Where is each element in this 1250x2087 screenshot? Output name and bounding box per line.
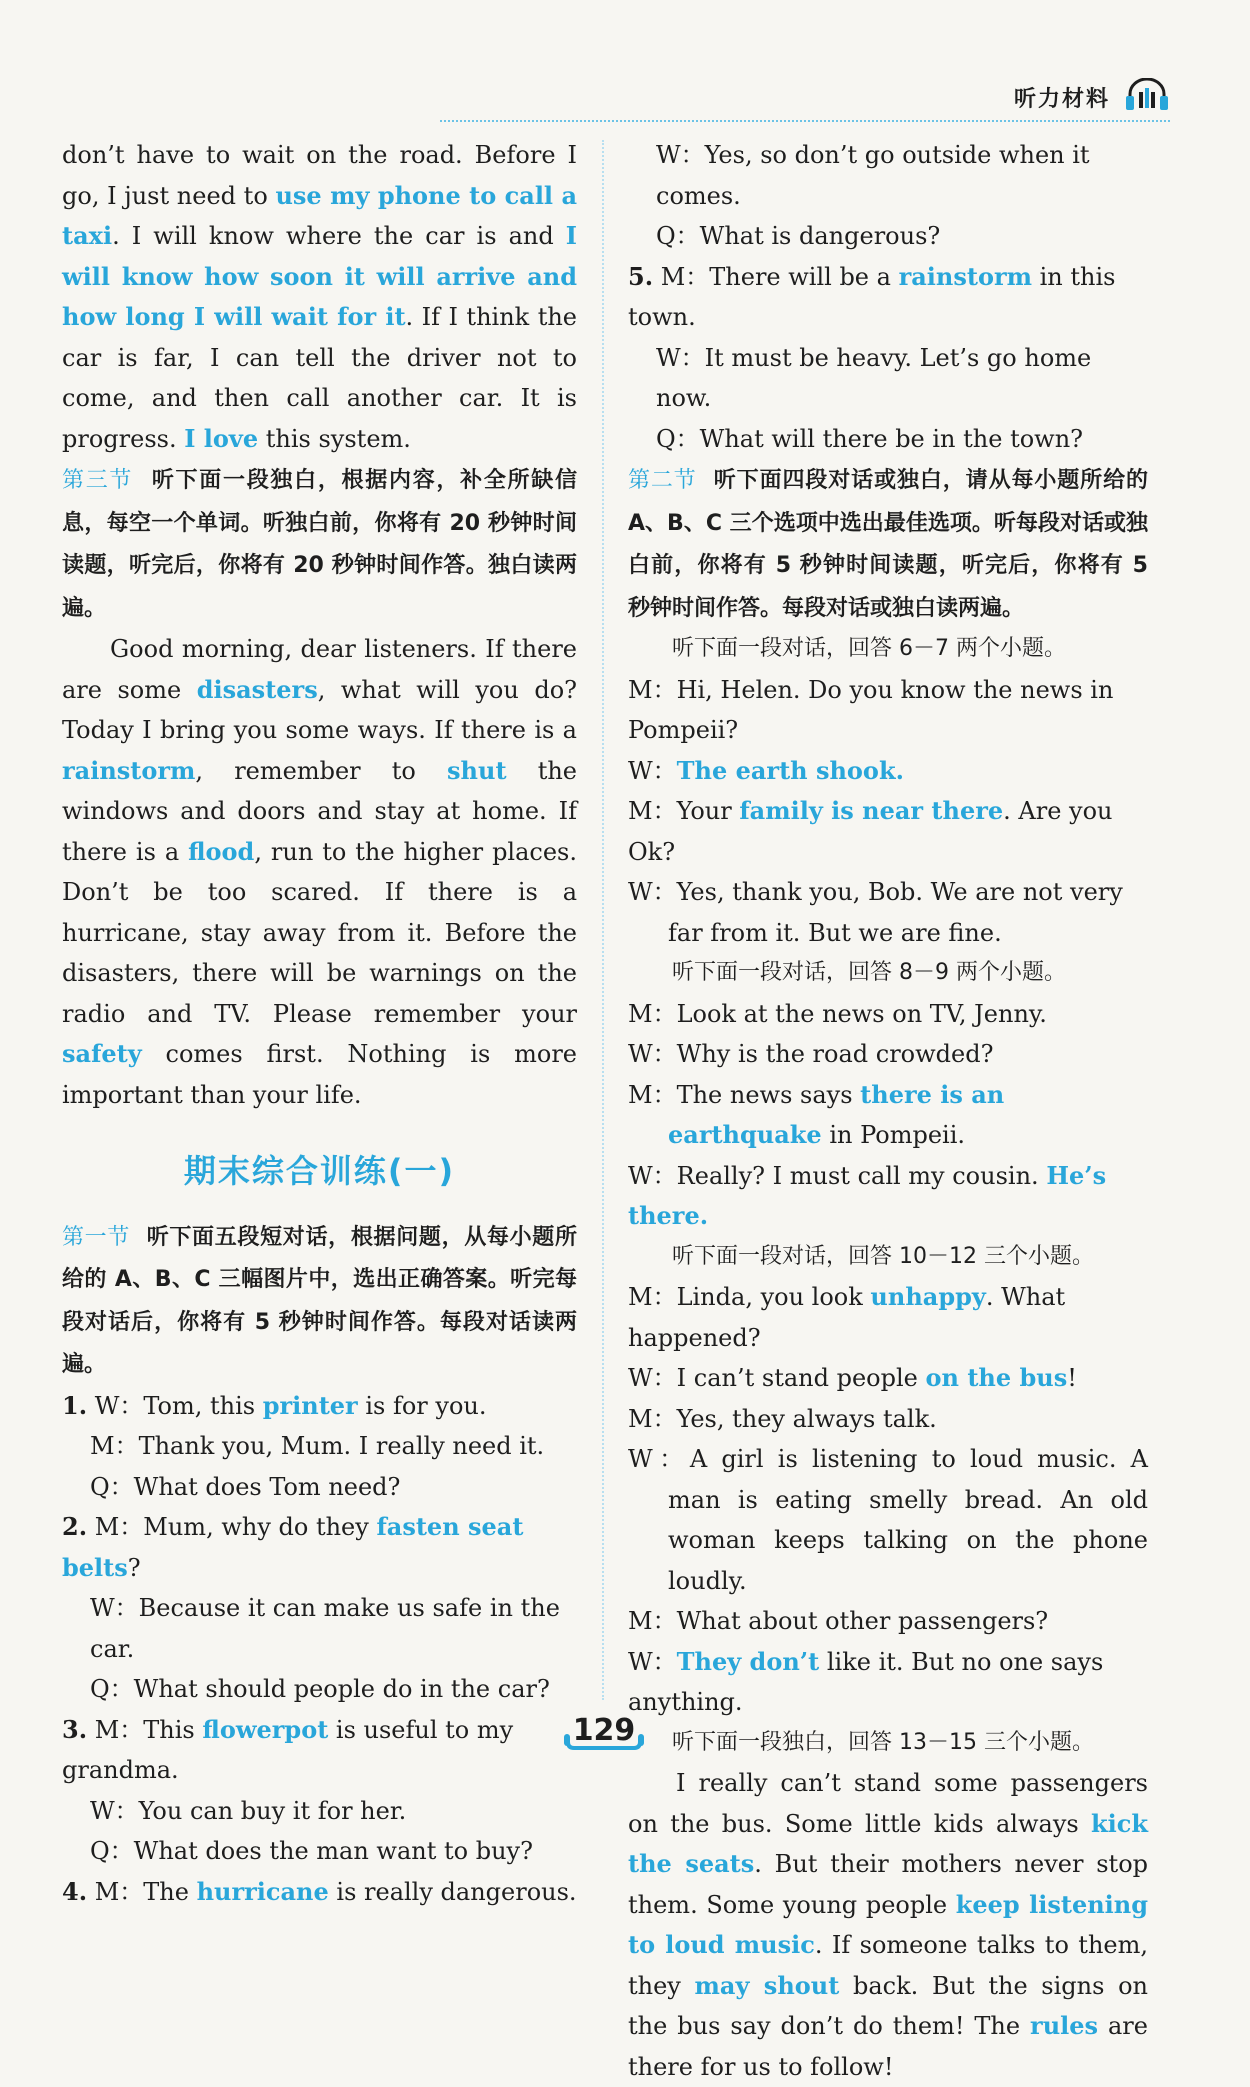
question-2: 2. M：Mum, why do they fasten seat belts? W：Because it can make us safe in the car. Q：What should people do in the car? xyxy=(62,1512,560,1703)
exercise-title: 期末综合训练(一) xyxy=(183,1152,456,1190)
section-2-instructions: 第二节 听下面四段对话或独白，请从每小题所给的 A、B、C 三个选项中选出最佳选项。听每段对话或独白前，你将有 5 秒钟时间读题，听完后，你将有 5 秒钟时间作答。每段对话或独白读两遍。 xyxy=(628,468,1148,621)
question-3: 3. M：This flowerpot is useful to my grandma. W：You can buy it for her. Q：What does the man want to buy? xyxy=(62,1714,533,1865)
section-3-instructions: 第三节 听下面一段独白，根据内容，补全所缺信息，每空一个单词。听独白前，你将有 20 秒钟时间读题，听完后，你将有 20 秒钟时间作答。独白读两遍。 xyxy=(62,468,577,621)
header-title: 听力材料 xyxy=(1013,86,1110,112)
monologue-continuation: don’t have to wait on the road. Before I go, I just need to use my phone to call a taxi. I will know where the car is and I will know how soon it will arrive and how long I will wait for it. If I think the car is far, I can tell the driver not to come, and then call another car. It is progress. I love this system. xyxy=(62,141,577,453)
section-1-instructions: 第一节 听下面五段短对话，根据问题，从每小题所给的 A、B、C 三幅图片中，选出正确答案。听完每段对话后，你将有 5 秒钟时间作答。每段对话读两遍。 xyxy=(62,1224,577,1377)
header-rule xyxy=(440,120,1170,122)
section-label: 第二节 xyxy=(628,468,697,493)
page-number xyxy=(560,1708,648,1752)
instruction-10-12: 听下面一段对话，回答 10－12 三个小题。 xyxy=(672,1243,1094,1269)
monologue-13-15: I really can’t stand some passengers on the bus. Some little kids always kick the seats. But their mothers never stop them. Some young people keep listening to loud music. If someone talks to them, they may shout back. But the signs on the bus say don’t do them! The rules are there for us to follow! xyxy=(628,1769,1149,2081)
question-1: 1. W：Tom, this printer is for you. M：Thank you, Mum. I really need it. Q：What does Tom need? xyxy=(62,1390,545,1501)
dialogue-6-7: M：Hi, Helen. Do you know the news in Pompeii? W：The earth shook. M：Your family is near there. Are you Ok? W：Yes, thank you, Bob. We are not very far from it. But we are fine. xyxy=(628,675,1123,947)
instruction-6-7: 听下面一段对话，回答 6－7 两个小题。 xyxy=(672,636,1066,661)
instruction-8-9: 听下面一段对话，回答 8－9 两个小题。 xyxy=(672,960,1066,985)
question-4-continued: W：Yes, so don’t go outside when it comes. Q：What is dangerous? xyxy=(656,141,1090,250)
left-column xyxy=(62,135,577,1912)
page-header xyxy=(1014,78,1170,116)
page-number-text: 129 xyxy=(572,1712,636,1748)
dialogue-8-9: M：Look at the news on TV, Jenny. W：Why is the road crowded? M：The news says there is an earthquake in Pompeii. W：Really? I must call my cousin. He’s there. xyxy=(628,999,1107,1230)
dialogue-10-12: M：Linda, you look unhappy. What happened? W：I can’t stand people on the bus! M：Yes, they always talk. W：A girl is listening to loud music. A man is eating smelly bread. An old woman keeps talking on the phone loudly. M：What about other passengers? W：They don’t like it. But no one says anything. xyxy=(628,1282,1148,1716)
column-divider xyxy=(602,140,604,1700)
headphones-icon xyxy=(1124,78,1170,116)
section-label: 第三节 xyxy=(62,468,134,493)
section-3-monologue: Good morning, dear listeners. If there are some disasters, what will you do? Today I bring you some ways. If there is a rainstorm, remember to shut the windows and doors and stay at home. If there is a flood, run to the higher places. Don’t be too scared. If there is a hurricane, stay away from it. Before the disasters, there will be warnings on the radio and TV. Please remember your safety comes first. Nothing is more important than your life. xyxy=(62,635,578,1109)
question-5: 5. M：There will be a rainstorm in this town. W：It must be heavy. Let’s go home now. Q：What will there be in the town? xyxy=(628,261,1116,453)
right-column xyxy=(628,135,1148,2087)
instruction-13-15: 听下面一段独白，回答 13－15 三个小题。 xyxy=(672,1729,1094,1755)
question-4: 4. M：The hurricane is really dangerous. xyxy=(62,1876,577,1906)
section-label: 第一节 xyxy=(62,1224,131,1250)
